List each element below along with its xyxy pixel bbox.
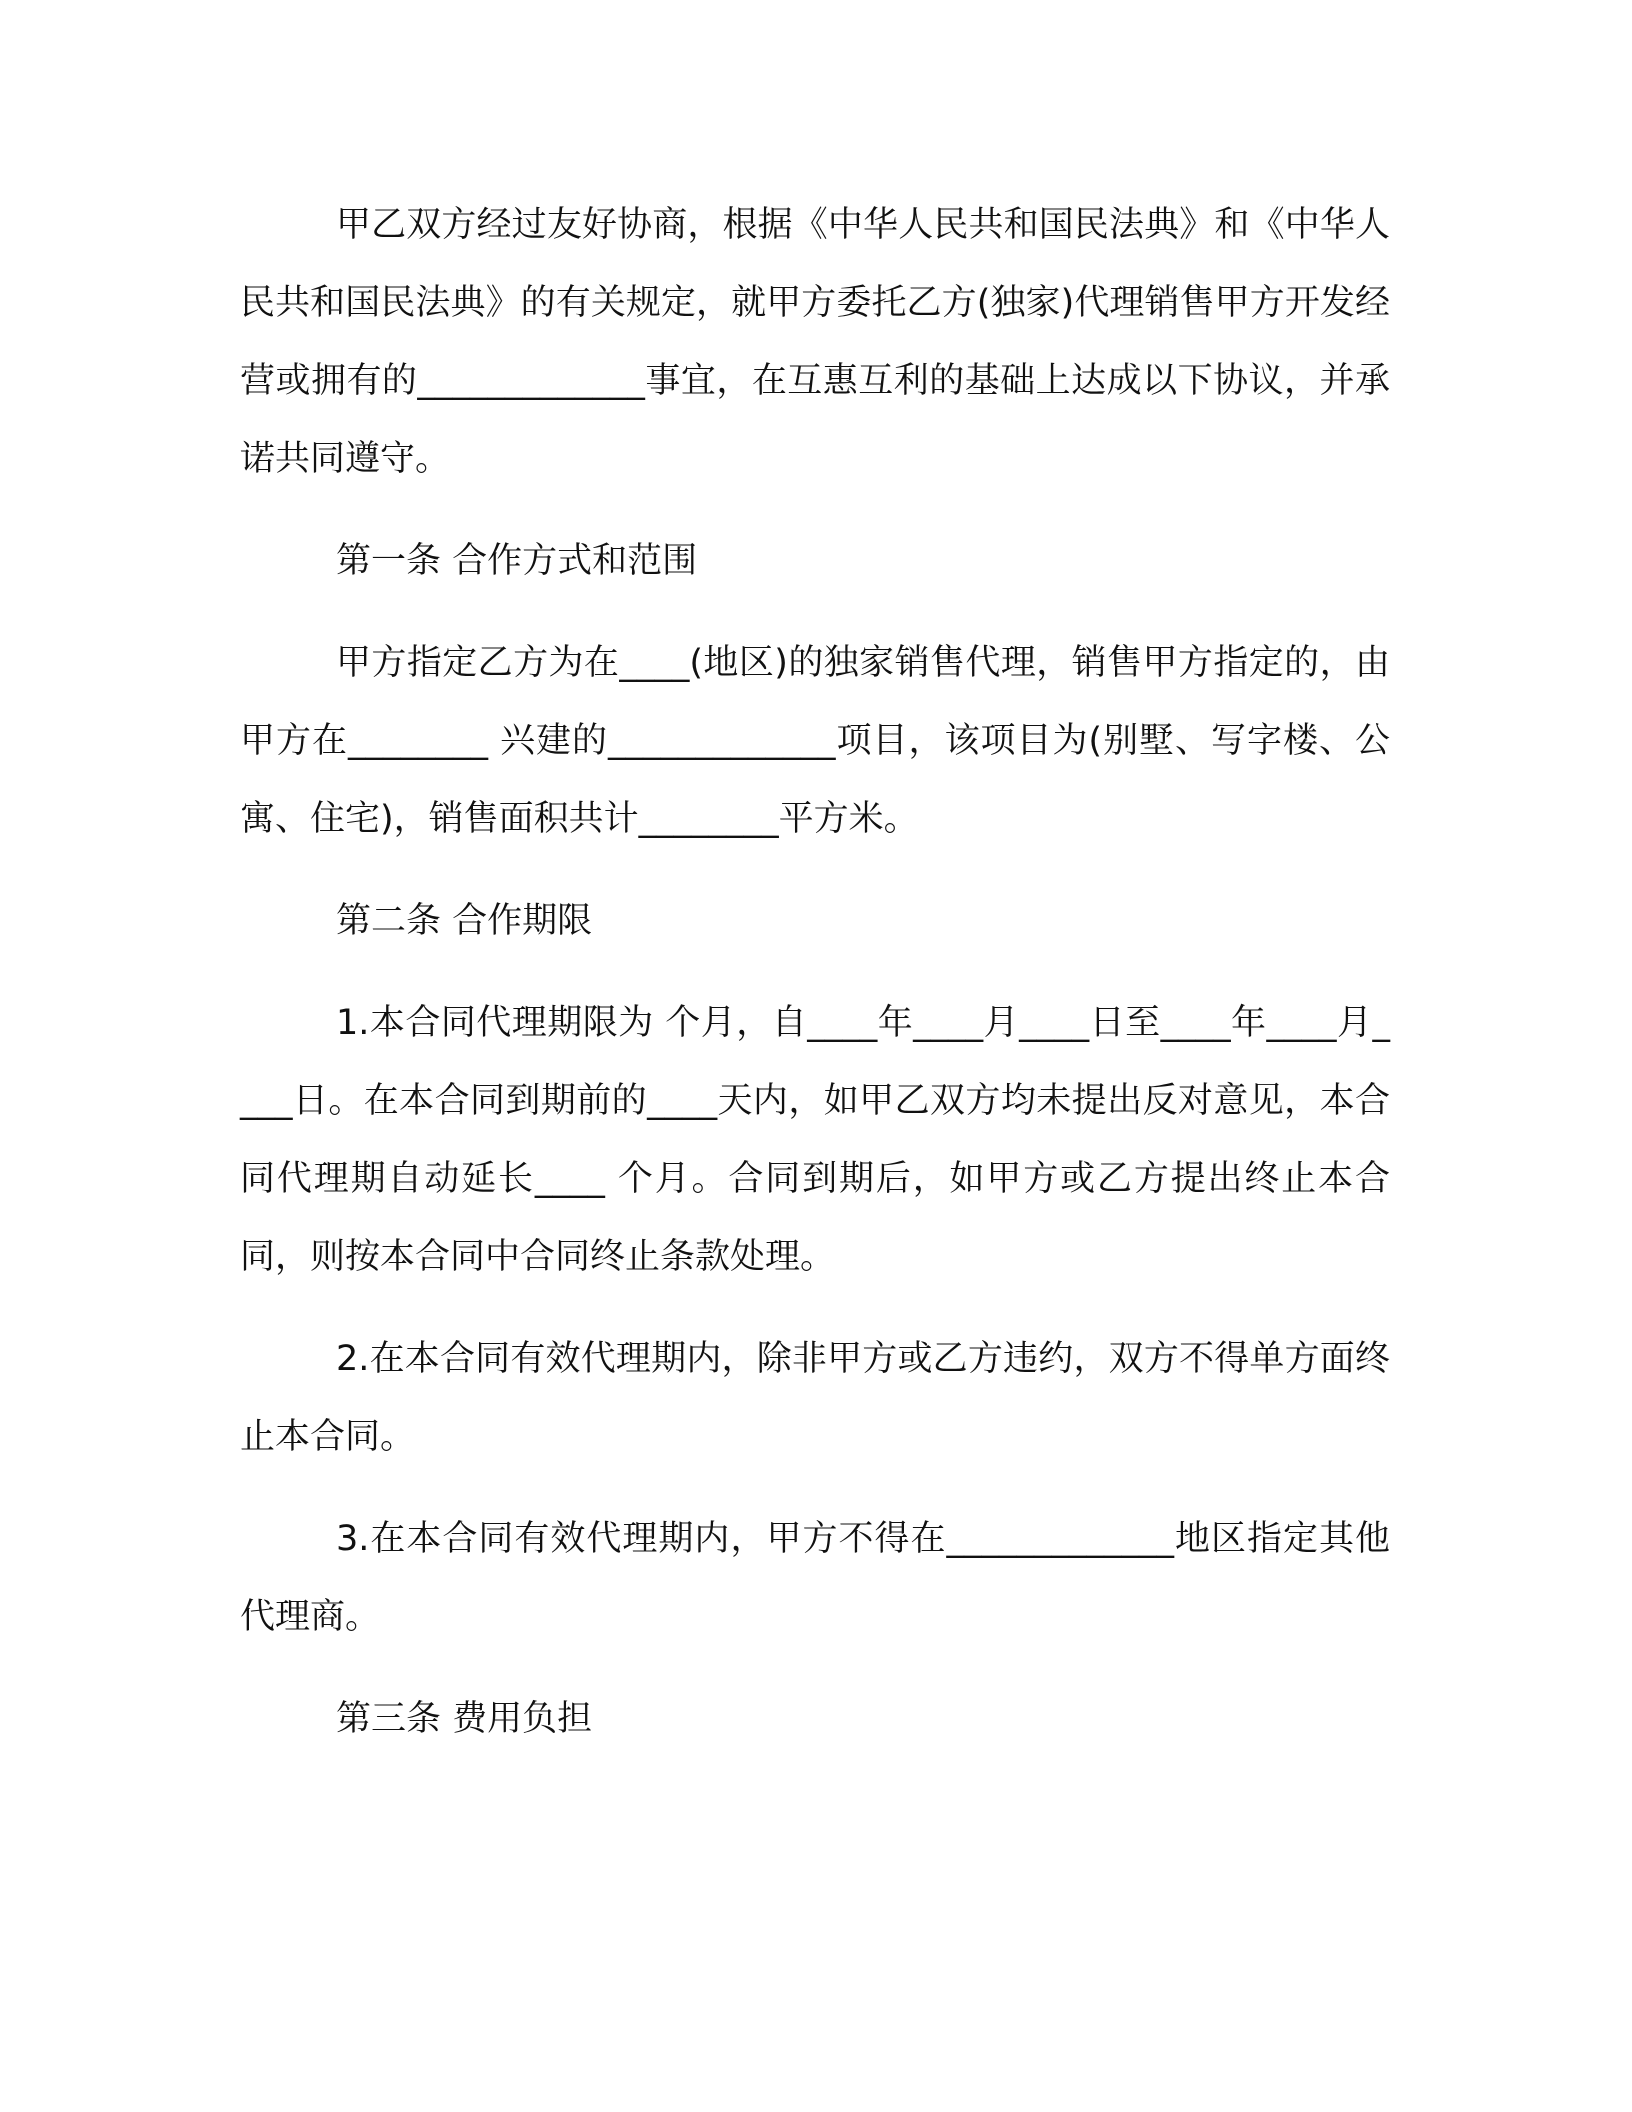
document-body xyxy=(240,186,1390,1782)
intro-paragraph: 甲乙双方经过友好协商，根据《中华人民共和国民法典》和《中华人民共和国民法典》的有关规定，就甲方委托乙方(独家)代理销售甲方开发经营或拥有的_____________事宜，在互惠互利的基础上达成以下协议，并承诺共同遵守。 xyxy=(240,205,1390,479)
article-3-heading: 第三条 费用负担 xyxy=(336,1699,593,1739)
article-2-heading: 第二条 合作期限 xyxy=(336,901,593,941)
article-2-clause-1: 1.本合同代理期限为 个月，自____年____月____日至____年____月____日。在本合同到期前的____天内，如甲乙双方均未提出反对意见，本合同代理期自动延长____ 个月。合同到期后，如甲方或乙方提出终止本合同，则按本合同中合同终止条款处理。 xyxy=(240,1003,1390,1277)
article-2-clause-3: 3.在本合同有效代理期内，甲方不得在_____________地区指定其他代理商。 xyxy=(240,1519,1390,1637)
article-1-paragraph: 甲方指定乙方为在____(地区)的独家销售代理，销售甲方指定的，由甲方在________ 兴建的_____________项目，该项目为(别墅、写字楼、公寓、住宅)，销售面积共计________平方米。 xyxy=(240,643,1390,839)
article-1-heading: 第一条 合作方式和范围 xyxy=(336,541,698,581)
article-2-clause-2: 2.在本合同有效代理期内，除非甲方或乙方违约，双方不得单方面终止本合同。 xyxy=(240,1339,1390,1457)
